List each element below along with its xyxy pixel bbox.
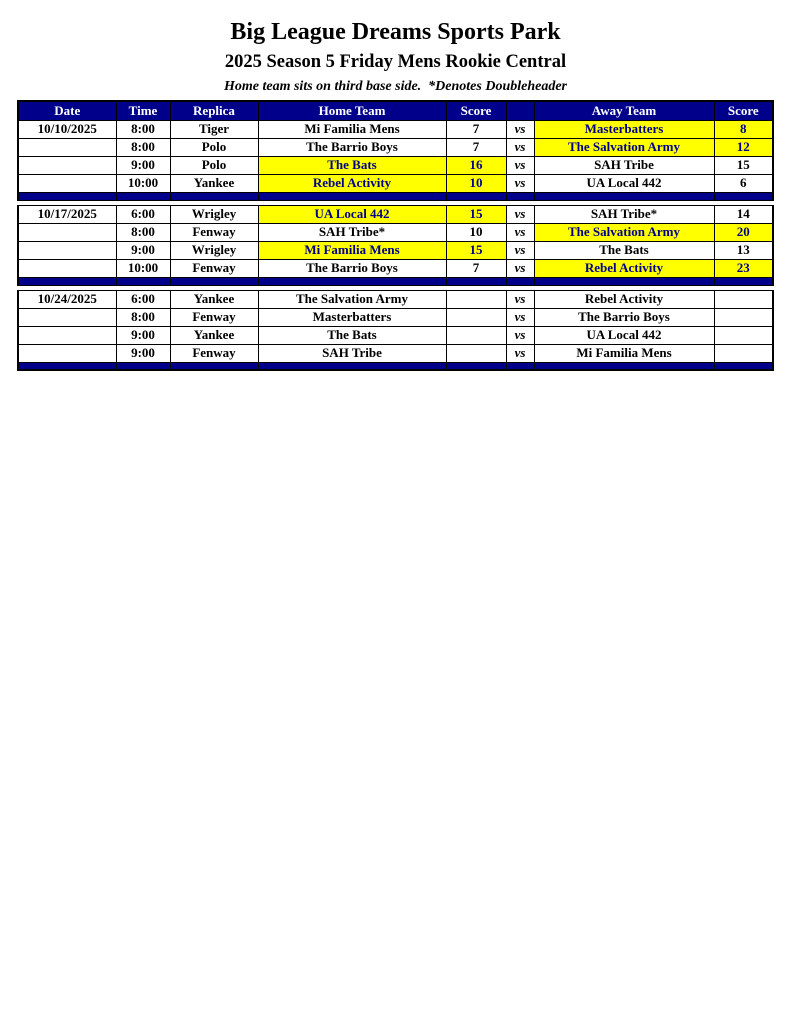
replica-cell: Yankee (170, 174, 258, 192)
away-team-cell: UA Local 442 (534, 174, 714, 192)
away-team-cell: SAH Tribe (534, 156, 714, 174)
vs-cell: vs (506, 326, 534, 344)
table-body (18, 120, 773, 370)
col-header-home-score: Score (446, 101, 506, 120)
vs-cell: vs (506, 344, 534, 362)
replica-cell: Polo (170, 138, 258, 156)
time-cell: 9:00 (116, 241, 170, 259)
home-team-cell: Mi Familia Mens (258, 120, 446, 138)
home-score-cell: 7 (446, 259, 506, 277)
replica-cell: Wrigley (170, 205, 258, 223)
home-score-cell (446, 326, 506, 344)
game-row (18, 308, 773, 326)
vs-cell: vs (506, 174, 534, 192)
date-cell (18, 138, 116, 156)
away-team-cell: UA Local 442 (534, 326, 714, 344)
time-cell: 9:00 (116, 344, 170, 362)
col-header-time: Time (116, 101, 170, 120)
away-team-cell: SAH Tribe* (534, 205, 714, 223)
time-cell: 6:00 (116, 205, 170, 223)
away-score-cell: 12 (714, 138, 773, 156)
separator-cell (116, 192, 170, 200)
separator-cell (714, 192, 773, 200)
away-team-cell: Masterbatters (534, 120, 714, 138)
separator-cell (170, 277, 258, 285)
time-cell: 9:00 (116, 326, 170, 344)
away-score-cell (714, 326, 773, 344)
away-score-cell (714, 290, 773, 308)
vs-cell: vs (506, 241, 534, 259)
game-row (18, 290, 773, 308)
date-cell (18, 156, 116, 174)
home-score-cell (446, 290, 506, 308)
away-team-cell: Rebel Activity (534, 290, 714, 308)
table-header-row (18, 101, 773, 120)
replica-cell: Fenway (170, 308, 258, 326)
home-team-cell: Rebel Activity (258, 174, 446, 192)
home-score-cell (446, 308, 506, 326)
replica-cell: Fenway (170, 344, 258, 362)
group-separator-row (18, 192, 773, 200)
date-cell (18, 241, 116, 259)
time-cell: 9:00 (116, 156, 170, 174)
away-score-cell: 6 (714, 174, 773, 192)
home-score-cell: 10 (446, 223, 506, 241)
col-header-vs (506, 101, 534, 120)
game-row (18, 259, 773, 277)
home-score-cell: 7 (446, 120, 506, 138)
replica-cell: Fenway (170, 259, 258, 277)
away-score-cell: 8 (714, 120, 773, 138)
time-cell: 8:00 (116, 138, 170, 156)
separator-cell (18, 277, 116, 285)
time-cell: 10:00 (116, 174, 170, 192)
date-cell (18, 326, 116, 344)
separator-cell (714, 362, 773, 370)
home-team-cell: Mi Familia Mens (258, 241, 446, 259)
game-row (18, 205, 773, 223)
vs-cell: vs (506, 308, 534, 326)
away-score-cell (714, 308, 773, 326)
separator-cell (534, 362, 714, 370)
separator-cell (714, 277, 773, 285)
vs-cell: vs (506, 205, 534, 223)
home-score-cell: 15 (446, 205, 506, 223)
separator-cell (258, 277, 446, 285)
separator-cell (446, 362, 506, 370)
time-cell: 6:00 (116, 290, 170, 308)
home-score-cell: 15 (446, 241, 506, 259)
home-team-cell: The Bats (258, 156, 446, 174)
separator-cell (116, 277, 170, 285)
date-cell: 10/17/2025 (18, 205, 116, 223)
replica-cell: Fenway (170, 223, 258, 241)
schedule-page (0, 0, 791, 371)
replica-cell: Polo (170, 156, 258, 174)
col-header-replica: Replica (170, 101, 258, 120)
game-row (18, 344, 773, 362)
away-team-cell: The Barrio Boys (534, 308, 714, 326)
home-team-cell: The Barrio Boys (258, 138, 446, 156)
game-row (18, 223, 773, 241)
away-score-cell: 23 (714, 259, 773, 277)
date-cell (18, 223, 116, 241)
date-cell (18, 344, 116, 362)
home-team-cell: SAH Tribe* (258, 223, 446, 241)
time-cell: 8:00 (116, 308, 170, 326)
away-score-cell: 20 (714, 223, 773, 241)
vs-cell: vs (506, 138, 534, 156)
separator-cell (170, 192, 258, 200)
time-cell: 8:00 (116, 120, 170, 138)
date-cell: 10/10/2025 (18, 120, 116, 138)
col-header-away-score: Score (714, 101, 773, 120)
away-score-cell: 14 (714, 205, 773, 223)
home-team-cell: SAH Tribe (258, 344, 446, 362)
game-row (18, 138, 773, 156)
home-team-cell: The Salvation Army (258, 290, 446, 308)
replica-cell: Tiger (170, 120, 258, 138)
separator-cell (170, 362, 258, 370)
away-team-cell: The Salvation Army (534, 138, 714, 156)
home-score-cell: 7 (446, 138, 506, 156)
game-row (18, 241, 773, 259)
vs-cell: vs (506, 290, 534, 308)
separator-cell (506, 192, 534, 200)
home-team-cell: The Barrio Boys (258, 259, 446, 277)
page-title: Big League Dreams Sports Park (230, 19, 561, 45)
away-score-cell: 13 (714, 241, 773, 259)
group-separator-row (18, 277, 773, 285)
col-header-away-team: Away Team (534, 101, 714, 120)
game-row (18, 174, 773, 192)
away-team-cell: Mi Familia Mens (534, 344, 714, 362)
date-cell (18, 259, 116, 277)
home-score-cell (446, 344, 506, 362)
separator-cell (534, 277, 714, 285)
vs-cell: vs (506, 156, 534, 174)
away-team-cell: The Salvation Army (534, 223, 714, 241)
separator-cell (116, 362, 170, 370)
col-header-home-team: Home Team (258, 101, 446, 120)
home-team-cell: UA Local 442 (258, 205, 446, 223)
date-cell: 10/24/2025 (18, 290, 116, 308)
schedule-table (17, 100, 774, 371)
away-score-cell (714, 344, 773, 362)
vs-cell: vs (506, 259, 534, 277)
separator-cell (258, 362, 446, 370)
time-cell: 8:00 (116, 223, 170, 241)
separator-cell (258, 192, 446, 200)
vs-cell: vs (506, 120, 534, 138)
game-row (18, 120, 773, 138)
game-row (18, 326, 773, 344)
date-cell (18, 174, 116, 192)
separator-cell (506, 362, 534, 370)
home-team-cell: Masterbatters (258, 308, 446, 326)
replica-cell: Yankee (170, 326, 258, 344)
separator-cell (534, 192, 714, 200)
separator-cell (18, 192, 116, 200)
replica-cell: Yankee (170, 290, 258, 308)
home-score-cell: 10 (446, 174, 506, 192)
home-score-cell: 16 (446, 156, 506, 174)
col-header-date: Date (18, 101, 116, 120)
separator-cell (446, 192, 506, 200)
vs-cell: vs (506, 223, 534, 241)
away-team-cell: Rebel Activity (534, 259, 714, 277)
game-row (18, 156, 773, 174)
separator-cell (506, 277, 534, 285)
group-separator-row (18, 362, 773, 370)
separator-cell (18, 362, 116, 370)
page-subtitle: 2025 Season 5 Friday Mens Rookie Central (224, 52, 567, 72)
page-note: Home team sits on third base side. *Denotes Doubleheader (224, 79, 567, 94)
time-cell: 10:00 (116, 259, 170, 277)
home-team-cell: The Bats (258, 326, 446, 344)
date-cell (18, 308, 116, 326)
separator-cell (446, 277, 506, 285)
replica-cell: Wrigley (170, 241, 258, 259)
away-score-cell: 15 (714, 156, 773, 174)
away-team-cell: The Bats (534, 241, 714, 259)
